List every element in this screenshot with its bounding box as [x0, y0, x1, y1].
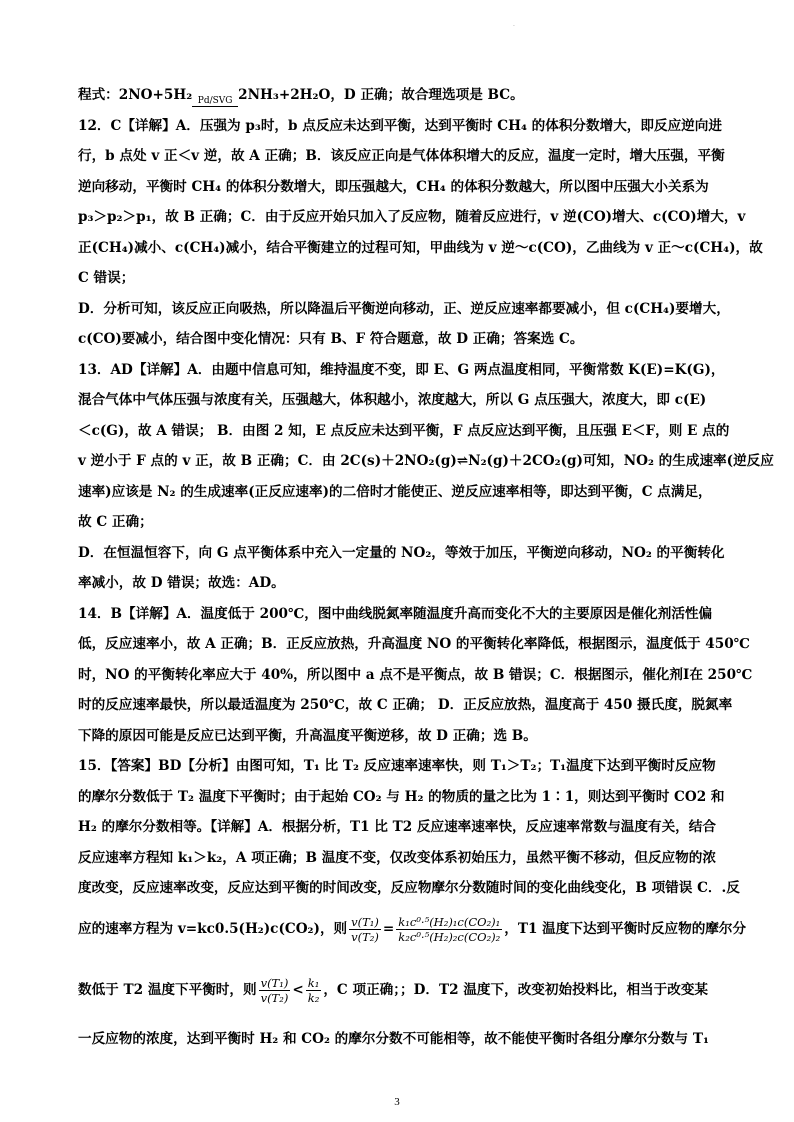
fraction-vt-2: $\frac{\text{v(T₁)}}{\text{v(T₂)}}$: [260, 976, 289, 1005]
text-line-25: 反应速率方程知 k₁＞k₂，A 项正确；B 温度不变，仅改变体系初始压力，虽然平衡不移动，但反应物的浓: [78, 849, 716, 866]
text-line-19: 时，NO 的平衡转化率应大于 40%，所以图中 a 点不是平衡点，故 B 错误；C．根据图示，催化剂Ⅰ在 250℃: [78, 666, 753, 683]
text-line-21: 下降的原因可能是反应已达到平衡，升高温度平衡逆移，故 D 正确；选 B。: [78, 727, 537, 744]
text-line-7: D．分析可知，该反应正向吸热，所以降温后平衡逆向移动，正、逆反应速率都要减小，但 c(CH₄)要增大，: [78, 300, 730, 317]
text-line-23: 的摩尔分数低于 T₂ 温度下平衡时；由于起始 CO₂ 与 H₂ 的物质的量之比为 1∶1，则达到平衡时 CO2 和: [78, 788, 725, 805]
fraction-vt: $\frac{\text{v(T₁)}}{\text{v(T₂)}}$: [351, 915, 379, 944]
text-line-22: 15．【答案】BD【分析】由图可知，T₁ 比 T₂ 反应速率速率快，则 T₁＞T₂；T₁温度下达到平衡时反应物: [78, 758, 716, 774]
text-line-24: H₂ 的摩尔分数相等。【详解】A．根据分析，T1 比 T2 反应速率速率快，反应速率常数与温度有关，结合: [78, 819, 716, 835]
text-line-18: 低，反应速率小，故 A 正确；B．正反应放热，升高温度 NO 的平衡转化率降低，根据图示，温度低于 450℃: [78, 636, 750, 652]
top-dot: .: [513, 21, 515, 28]
text-line-3: 逆向移动，平衡时 CH₄ 的体积分数增大，即压强越大，CH₄ 的体积分数越大，所以图中压强大小关系为: [78, 178, 709, 195]
text-line-12: v 逆小于 F 点的 v 正，故 B 正确；C．由 2C(s)＋2NO₂(g)⇌N₂(g)＋2CO₂(g)可知，NO₂ 的生成速率(逆反应: [78, 453, 774, 469]
text-line-15: D．在恒温恒容下，向 G 点平衡体系中充入一定量的 NO₂，等效于加压，平衡逆向移动，NO₂ 的平衡转化: [78, 544, 725, 561]
text-block: [78, 80, 774, 904]
reaction-arrow: Pd/SVG: [192, 96, 238, 107]
fraction-rate: $\frac{\text{k₁c⁰·⁵(H₂)₁c(CO₂)₁}}{\text{k₂c⁰·⁵(H₂)₂c(CO₂)₂}}$: [398, 915, 501, 944]
text-line-6: C 错误；: [78, 270, 135, 286]
text-line-2: 行，b 点处 v 正＜v 逆，故 A 正确；B．该反应正向是气体体积增大的反应，温度一定时，增大压强，平衡: [78, 148, 725, 164]
text-line-8: c(CO)要减小，结合图中变化情况：只有 B、F 符合题意，故 D 正确；答案选 C。: [78, 331, 584, 347]
text-line-13: 速率)应该是 N₂ 的生成速率(正反应速率)的二倍时才能使正、逆反应速率相等，即达到平衡，C 点满足，: [78, 483, 712, 500]
fraction-k: $\frac{\text{k₁}}{\text{k₂}}$: [307, 976, 320, 1005]
text-line-9: 13．AD【详解】A．由题中信息可知，维持温度不变，即 E、G 两点温度相同，平衡常数 K(E)=K(G)，: [78, 361, 725, 378]
page-number: 3: [394, 1096, 400, 1108]
text-line-0: 程式：2NO+5H₂ Pd/SVG 2NH₃+2H₂O，D 正确；故合理选项是 BC。: [78, 87, 524, 106]
text-line-20: 时的反应速率最快，所以最适温度为 250℃，故 C 正确； D．正反应放热，温度高于 450 摄氏度，脱氮率: [78, 697, 733, 713]
text-line-17: 14．B【详解】A．温度低于 200℃，图中曲线脱氮率随温度升高而变化不大的主要原因是催化剂活性偏: [78, 605, 713, 622]
tail-block: [78, 1024, 718, 1055]
tail-line-0: 一反应物的浓度，达到平衡时 H₂ 和 CO₂ 的摩尔分数不可能相等，故不能使平衡时各组分摩尔分数与 T₁: [78, 1031, 709, 1047]
formula-line-1: 应的速率方程为 v=kc0.5(H₂)c(CO₂)，则 $\frac{\text{v(T₁)}}{\text{v(T₂)}}$ = $\frac{\text{k₁c⁰·⁵(H₂)₁c(CO₂)₁}}{\text{k₂c⁰·⁵(H₂)₂c(CO₂)₂}}$ ，T1 温度下达到平衡时反应物的摩尔分: [78, 915, 747, 944]
paragraph-lines: [78, 111, 774, 904]
text-line-16: 率减小，故 D 错误；故选：AD。: [78, 575, 285, 591]
text-line-4: p₃＞p₂＞p₁，故 B 正确；C．由于反应开始只加入了反应物，随着反应进行，v 逆(CO)增大、c(CO)增大，v: [78, 209, 746, 225]
text-line-5: 正(CH₄)减小、c(CH₄)减小，结合平衡建立的过程可知，甲曲线为 v 逆～c(CO)，乙曲线为 v 正～c(CH₄)，故: [78, 239, 763, 256]
text-line-11: ＜c(G)，故 A 错误； B．由图 2 知，E 点反应未达到平衡，F 点反应达到平衡，且压强 E＜F，则 E 点的: [78, 422, 730, 439]
text-line-26: 度改变，反应速率改变，反应达到平衡的时间改变，反应物摩尔分数随时间的变化曲线变化，B 项错误 C．.反: [78, 880, 740, 896]
formula-line-2: 数低于 T2 温度下平衡时，则 $\frac{\text{v(T₁)}}{\text{v(T₂)}}$ < $\frac{\text{k₁}}{\text{k₂}}$ ，C 项正确；；D．T2 温度下，改变初始投料比，相当于改变某: [78, 976, 709, 1005]
text-line-10: 混合气体中气体压强与浓度有关，压强越大，体积越小，浓度越大，所以 G 点压强大，浓度大，即 c(E): [78, 392, 707, 408]
text-line-1: 12．C【详解】A．压强为 p₃时，b 点反应未达到平衡，达到平衡时 CH₄ 的体积分数增大，即反应逆向进: [78, 117, 722, 134]
text-line-14: 故 C 正确；: [78, 514, 153, 530]
